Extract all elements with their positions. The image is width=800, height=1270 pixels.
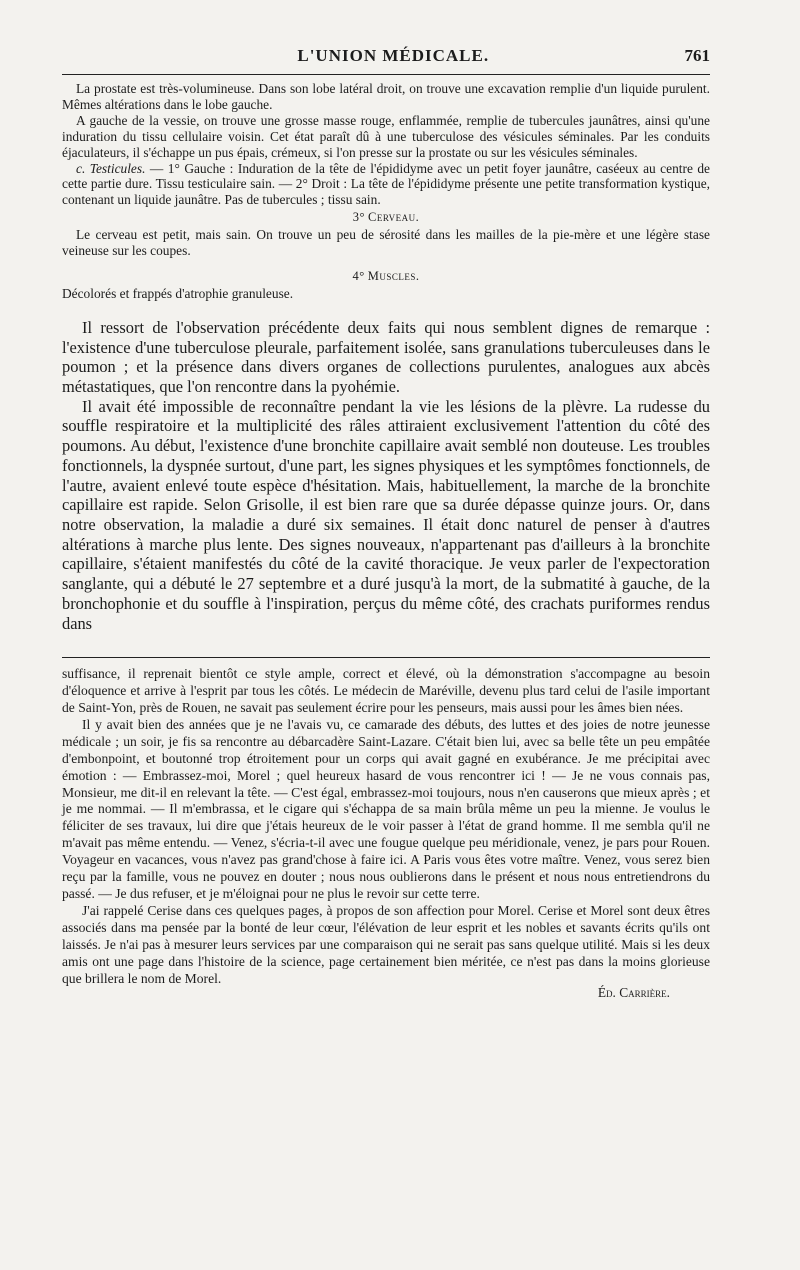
feuilleton-paragraph: suffisance, il reprenait bientôt ce style ample, correct et élevé, où la démonstration s'accompagne au besoin d'éloquence et arrive à l'esprit par tous les côtés. Le médecin de Maréville, devenu plus tard celui de l'asile important de Saint-Yon, près de Rouen, ne savait pas seulement écrire pour les penseurs, mais aussi pour les âmes bien nées.: [62, 666, 710, 716]
feuilleton-paragraph: J'ai rappelé Cerise dans ces quelques pages, à propos de son affection pour Morel. Cerise et Morel sont deux êtres associés dans ma pensée par la bonté de leur cœur, l'élévation de leur esprit et les nobles et savants écrits qu'ils ont laissés. Je n'ai pas à mesurer leurs services par une comparaison qui ne serait pas sans quelque utilité. Mais si les deux amis ont une page dans l'histoire de la science, page certainement bien méritée, ce n'est pas dans la moins glorieuse que brillera le nom de Morel.: [62, 902, 710, 986]
header-rule: [62, 74, 710, 75]
testicules-text: — 1° Gauche : Induration de la tête de l'épididyme avec un petit foyer jaunâtre, caséeux au centre de cette partie dure. Tissu testiculaire sain. — 2° Droit : La tête de l'épididyme présente une petite transformation kystique, contenant un liquide jaunâtre. Pas de tubercules ; tissu sain.: [62, 160, 711, 208]
journal-page: [62, 46, 710, 1001]
muscles-heading: [62, 269, 710, 284]
testicules-paragraph: [62, 161, 710, 209]
vessie-paragraph: A gauche de la vessie, on trouve une grosse masse rouge, enflammée, remplie de tubercules jaunâtres, ainsi qu'une induration du tissu cellulaire voisin. Cet état paraît dû à une tuberculose des vésicules séminales. Par les conduits éjaculateurs, il s'échappe un pus épais, crémeux, si l'on presse sur la prostate ou sur les vésicules séminales.: [62, 112, 710, 160]
observation-section: [62, 81, 710, 302]
muscles-paragraph: Décolorés et frappés d'atrophie granuleuse.: [62, 286, 294, 302]
cerveau-paragraph: Le cerveau est petit, mais sain. On trouve un peu de sérosité dans les mailles de la pie-mère et une légère stase veineuse sur les coupes.: [62, 227, 710, 259]
commentary-paragraph: Il ressort de l'observation précédente deux faits qui nous semblent dignes de remarque : l'existence d'une tuberculose pleurale, parfaitement isolée, sans granulations tuberculeuses dans le poumon ; et la présence dans divers organes de collections purulentes, analogues aux abcès métastatiques, que l'on rencontre dans la pyohémie.: [62, 317, 710, 397]
journal-title: L'UNION MÉDICALE.: [297, 46, 490, 65]
feuilleton-paragraph: Il y avait bien des années que je ne l'avais vu, ce camarade des débuts, des luttes et des joies de notre jeunesse médicale ; un soir, je fis sa rencontre au débarcadère Saint-Lazare. C'était bien lui, avec sa belle tête un peu empâtée d'embonpoint, et boutonné trop étroitement pour un corps qui avait gagné en exubérance. Je me précipitai avec émotion : — Embrassez-moi, Morel ; quel heureux hasard de vous rencontrer ici ! — Je ne vous connais pas, Monsieur, me dit-il en relevant la tête. — C'est égal, embrassez-moi toujours, nous n'en causerons que mieux après ; et je me nommai. — Il m'embrassa, et le cigare qui s'échappa de sa main brûla même un peu la mienne. Je voulus le féliciter de ses travaux, lui dire que j'étais heureux de le voir passer à l'état de grand homme. Il me sembla qu'il ne m'avait pas même entendu. — Venez, s'écria-t-il avec une fougue quelque peu méridionale, venez, je pars pour Rouen. Voyageur en vacances, vous n'avez pas grand'chose à faire ici. A Paris vous êtes votre maître. Venez, vous serez bien reçu par la famille, vous ne pouvez en douter ; nous nous oublierons dans le présent et nous nous entretiendrons du passé. — Je dus refuser, et je m'éloignai pour ne plus le revoir sur cette terre.: [62, 716, 710, 901]
muscles-heading-num: 4°: [352, 269, 365, 284]
page-header: [62, 46, 710, 70]
cerveau-heading-text: Cerveau.: [368, 210, 420, 225]
muscles-heading-text: Muscles.: [367, 269, 420, 284]
cerveau-heading-num: 3°: [352, 210, 365, 225]
page-number: 761: [684, 46, 710, 65]
feuilleton-divider: [62, 657, 710, 658]
feuilleton-section: [62, 666, 710, 1001]
commentary-paragraph: Il avait été impossible de reconnaître pendant la vie les lésions de la plèvre. La rudesse du souffle respiratoire et la multiplicité des râles attiraient exclusivement l'attention du côté des poumons. Au début, l'existence d'une bronchite capillaire avait semblé non douteuse. Les troubles fonctionnels, la dyspnée surtout, d'une part, les signes physiques et les symptômes fonctionnels, de l'autre, avaient enlevé toute espèce d'hésitation. Mais, habituellement, la marche de la bronchite capillaire est rapide. Selon Grisolle, il est bien rare que sa durée dépasse quinze jours. Or, dans notre observation, la maladie a duré six semaines. Il était donc naturel de penser à d'autres altérations à marche plus lente. Des signes nouveaux, n'appartenant pas d'ailleurs à la bronchite capillaire, s'étaient manifestés du côté de la cavité thoracique. Je veux parler de l'expectoration sanglante, qui a débuté le 27 septembre et a duré jusqu'à la mort, de la submatité à gauche, de la bronchophonie et du souffle à l'inspiration, perçus du même côté, des crachats puriformes rendus dans: [62, 396, 710, 633]
commentary-section: [62, 318, 710, 633]
author-signature: Éd. Carrière.: [597, 985, 670, 1001]
testicules-label: c. Testicules.: [76, 160, 146, 176]
cerveau-heading: [62, 210, 710, 225]
prostate-paragraph: La prostate est très-volumineuse. Dans son lobe latéral droit, on trouve une excavation remplie d'un liquide purulent. Mêmes altérations dans le lobe gauche.: [62, 81, 710, 112]
